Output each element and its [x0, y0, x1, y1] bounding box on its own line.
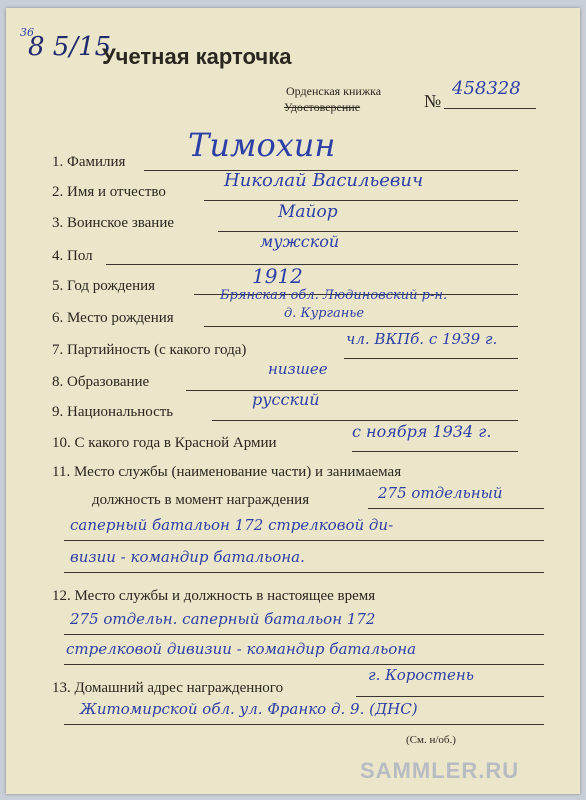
field-13-line-2 [64, 724, 544, 725]
field-12-number: 12. [52, 588, 71, 604]
field-11-text: Место службы (наименование части) и занимаемая [73, 464, 402, 480]
field-8-line [186, 390, 518, 391]
watermark: SAMMLER.RU [360, 758, 520, 783]
current-service-value-1: 275 отдельн. саперный батальон 172 [70, 610, 376, 628]
field-10-number: 10. [52, 435, 71, 451]
field-12-line-1 [64, 634, 544, 635]
field-7-label [52, 342, 246, 359]
birthplace-village-value: д. Курганье [284, 306, 365, 321]
service-at-award-value-1: 275 отдельный [378, 484, 503, 502]
field-2-number: 2. [52, 184, 64, 200]
field-10-label [52, 435, 277, 452]
field-1-label [52, 154, 125, 171]
field-8-number: 8. [52, 374, 64, 390]
order-book-label: Орденская книжка [286, 84, 382, 98]
footer-note: (См. н/об.) [406, 734, 456, 746]
service-at-award-value-3: визии - командир батальона. [70, 548, 305, 566]
field-10-text: С какого года в Красной Армии [74, 435, 277, 451]
field-13-number: 13. [52, 680, 71, 696]
field-1-number: 1. [52, 154, 64, 170]
field-12-line-2 [64, 664, 544, 665]
current-service-value-2: стрелковой дивизии - командир батальона [66, 640, 417, 658]
field-11-label-line2: должность в момент награждения [92, 492, 310, 508]
name-patronymic-value: Николай Васильевич [224, 170, 424, 191]
field-7-number: 7. [52, 342, 64, 358]
field-9-line [212, 420, 518, 421]
field-9-label [52, 404, 173, 421]
number-underline [444, 108, 536, 109]
field-6-label [52, 310, 174, 327]
field-2-label [52, 184, 166, 201]
field-6-line [204, 326, 518, 327]
field-8-label [52, 374, 149, 391]
nationality-value: русский [252, 390, 320, 409]
field-3-label [52, 215, 174, 232]
field-4-text: Пол [67, 248, 93, 264]
field-3-text: Воинское звание [67, 215, 175, 231]
field-7-text: Партийность (с какого года) [67, 342, 247, 358]
field-2-text: Имя и отчество [67, 184, 166, 200]
order-book-number: 458328 [452, 78, 521, 99]
party-value: чл. ВКПб. с 1939 г. [346, 330, 498, 348]
corner-mark: 36 [20, 26, 34, 39]
field-12-label [52, 588, 375, 605]
certificate-label: Удостоверение [284, 100, 361, 114]
rank-value: Майор [278, 202, 338, 222]
field-6-text: Место рождения [67, 310, 174, 326]
field-7-line [344, 358, 518, 359]
field-8-text: Образование [67, 374, 150, 390]
field-4-label [52, 248, 93, 265]
field-5-number: 5. [52, 278, 64, 294]
field-10-line [352, 451, 518, 452]
surname-value: Тимохин [188, 126, 336, 164]
award-record-card [6, 8, 580, 794]
army-since-value: с ноября 1934 г. [352, 422, 492, 441]
field-4-number: 4. [52, 248, 64, 264]
field-2-line [204, 200, 518, 201]
card-title: Учетная карточка [102, 44, 292, 69]
field-6-number: 6. [52, 310, 64, 326]
birthplace-value: Брянская обл. Людиновский р-н. [220, 288, 448, 303]
field-13-line-1 [356, 696, 544, 697]
field-11-line-3 [64, 572, 544, 573]
field-11-label-line1 [52, 464, 401, 481]
field-4-line [106, 264, 518, 265]
field-9-text: Национальность [67, 404, 174, 420]
field-11-line-2 [64, 540, 544, 541]
education-value: низшее [268, 360, 328, 378]
field-12-text: Место службы и должность в настоящее время [74, 588, 376, 604]
corner-note: 8 5/15 [28, 32, 112, 62]
field-1-text: Фамилия [67, 154, 126, 170]
field-11-number: 11. [52, 464, 71, 480]
sex-value: мужской [260, 232, 340, 251]
field-11-line-1 [368, 508, 544, 509]
number-sign: № [424, 91, 442, 111]
field-5-label [52, 278, 155, 295]
field-13-label [52, 680, 283, 697]
field-9-number: 9. [52, 404, 64, 420]
birth-year-value: 1912 [252, 264, 303, 288]
home-address-value-1: г. Коростень [368, 666, 474, 684]
field-3-number: 3. [52, 215, 64, 231]
service-at-award-value-2: саперный батальон 172 стрелковой ди- [70, 516, 394, 534]
home-address-value-2: Житомирской обл. ул. Франко д. 9. (ДНС) [80, 700, 418, 718]
field-5-text: Год рождения [67, 278, 156, 294]
field-13-text: Домашний адрес награжденного [74, 680, 284, 696]
